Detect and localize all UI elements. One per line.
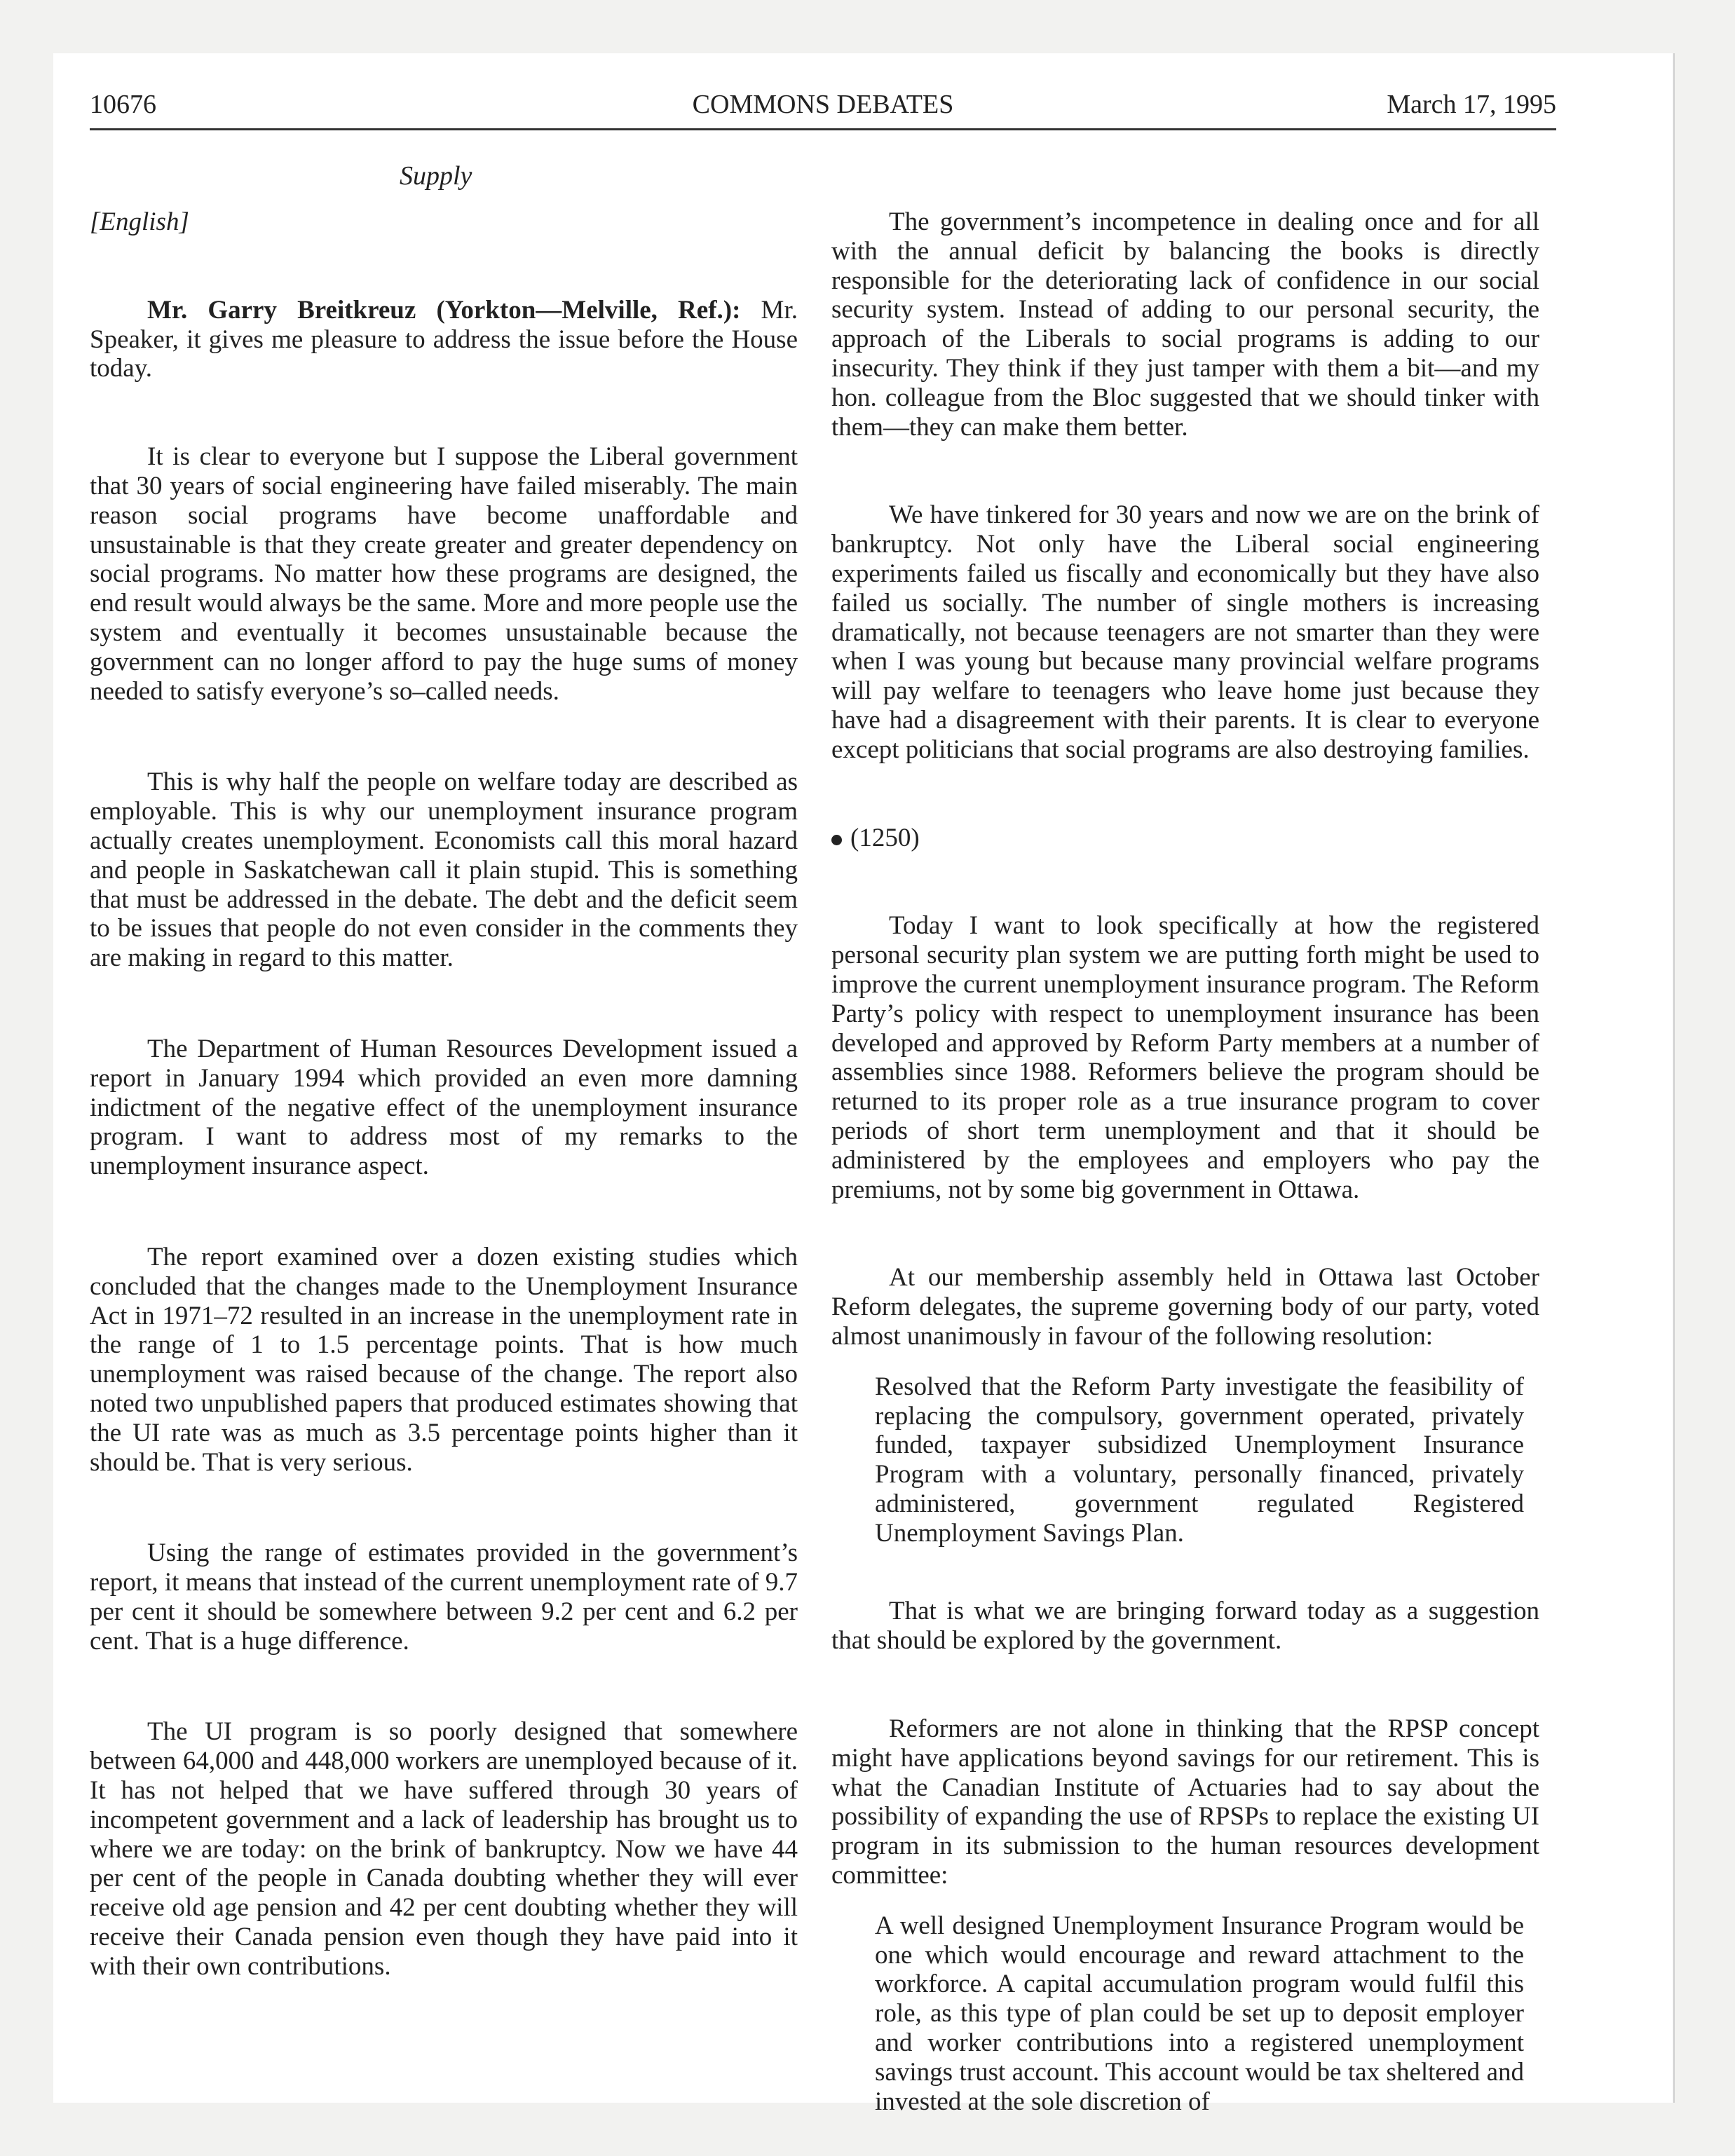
time-marker [831, 824, 1539, 853]
speaker-paragraph [90, 296, 798, 383]
paragraph: The UI program is so poorly designed that somewhere between 64,000 and 448,000 workers are unemployed because of it. It has not helped that we have suffered through 30 years of incompetent government and a lack of leadership has brought us to where we are today: on the brink of bankruptcy. Now we have 44 per cent of the people in Canada doubting whether they will ever receive old age pension and 42 per cent doubting whether they will receive their Canada pension even though they have paid into it with their own contributions. [90, 1717, 798, 1981]
speaker-text: Mr. Speaker, it gives me pleasure to address the issue before the House today. [90, 295, 798, 383]
right-column [831, 207, 1539, 2116]
paragraph: We have tinkered for 30 years and now we are on the brink of bankruptcy. Not only have the Liberal social engineering experiments failed us fiscally and economically but they have also failed us socially. The number of single mothers is increasing dramatically, not because teenagers are not smarter than they were when I was young but because many provincial welfare programs will pay welfare to teenagers who leave home just because they have had a disagreement with their parents. It is clear to everyone except politicians that social programs are also destroying families. [831, 500, 1539, 764]
paragraph: Today I want to look specifically at how the registered personal security plan system we are putting forth might be used to improve the current unemployment insurance program. The Reform Party’s policy with respect to unemployment insurance has been developed and approved by Reform Party members at a number of assemblies since 1988. Reformers believe the program should be returned to its proper role as a true insurance program to cover periods of short term unemployment and that it should be administered by the employees and employers who pay the premiums, not by some big government in Ottawa. [831, 911, 1539, 1204]
publication-title: COMMONS DEBATES [692, 90, 954, 119]
left-column [90, 207, 798, 1981]
speaker-name: Mr. Garry Breitkreuz (Yorkton—Melville, Ref.): [147, 295, 741, 325]
actuaries-quote: A well designed Unemployment Insurance Program would be one which would encourage and reward attachment to the workforce. A capital accumulation program would fulfil this role, as this type of plan could be set up to deposit employer and worker contributions into a registered unemployment savings trust account. This account would be tax sheltered and invested at the sole discretion of [875, 1911, 1524, 2116]
paragraph: Using the range of estimates provided in the government’s report, it means that instead of the current unemployment rate of 9.7 per cent it should be somewhere between 9.2 per cent and 6.2 per cent. That is a huge difference. [90, 1538, 798, 1656]
header-rule [90, 128, 1556, 130]
resolution-quote: Resolved that the Reform Party investigate the feasibility of replacing the compulsory, government operated, privately funded, taxpayer subsidized Unemployment Insurance Program with a voluntary, personally financed, privately administered, government regulated Registered Unemployment Savings Plan. [875, 1372, 1524, 1548]
paragraph: The government’s incompetence in dealing once and for all with the annual deficit by balancing the books is directly responsible for the deteriorating lack of confidence in our social security system. Instead of adding to our personal security, the approach of the Liberals to social programs is adding to our insecurity. They think if they just tamper with them a bit—and my hon. colleague from the Bloc suggested that we should tinker with them—they can make them better. [831, 207, 1539, 442]
paragraph: At our membership assembly held in Ottawa last October Reform delegates, the supreme governing body of our party, voted almost unanimously in favour of the following resolution: [831, 1263, 1539, 1351]
paragraph: The Department of Human Resources Development issued a report in January 1994 which provided an even more damning indictment of the negative effect of the unemployment insurance program. I want to address most of my remarks to the unemployment insurance aspect. [90, 1034, 798, 1181]
paragraph: It is clear to everyone but I suppose the Liberal government that 30 years of social engineering have failed miserably. The main reason social programs have become unaffordable and unsustainable is that they create greater and greater dependency on social programs. No matter how these programs are designed, the end result would always be the same. More and more people use the system and eventually it becomes unsustainable because the government can no longer afford to pay the huge sums of money needed to satisfy everyone’s so–called needs. [90, 442, 798, 706]
paragraph: The report examined over a dozen existing studies which concluded that the changes made to the Unemployment Insurance Act in 1971–72 resulted in an increase in the unemployment rate in the range of 1 to 1.5 percentage points. That is how much unemployment was raised because of the change. The report also noted two unpublished papers that produced estimates showing that the UI rate was as much as 3.5 percentage points higher than it should be. That is very serious. [90, 1242, 798, 1477]
paragraph: This is why half the people on welfare today are described as employable. This is why our unemployment insurance program actually creates unemployment. Economists call this moral hazard and people in Saskatchewan call it plain stupid. This is something that must be addressed in the debate. The debt and the deficit seem to be issues that people do not even consider in the comments they are making in regard to this matter. [90, 767, 798, 973]
paragraph: Reformers are not alone in thinking that the RPSP concept might have applications beyond savings for our retirement. This is what the Canadian Institute of Actuaries had to say about the possibility of expanding the use of RPSPs to replace the existing UI program in its submission to the human resources development committee: [831, 1714, 1539, 1890]
page-number: 10676 [90, 90, 156, 119]
section-title: Supply [400, 161, 472, 191]
language-tag: [English] [90, 207, 189, 236]
bullet-icon [831, 835, 842, 845]
paragraph: That is what we are bringing forward today as a suggestion that should be explored by the government. [831, 1597, 1539, 1656]
time-marker-text: (1250) [850, 823, 920, 852]
publication-date: March 17, 1995 [1387, 90, 1556, 119]
